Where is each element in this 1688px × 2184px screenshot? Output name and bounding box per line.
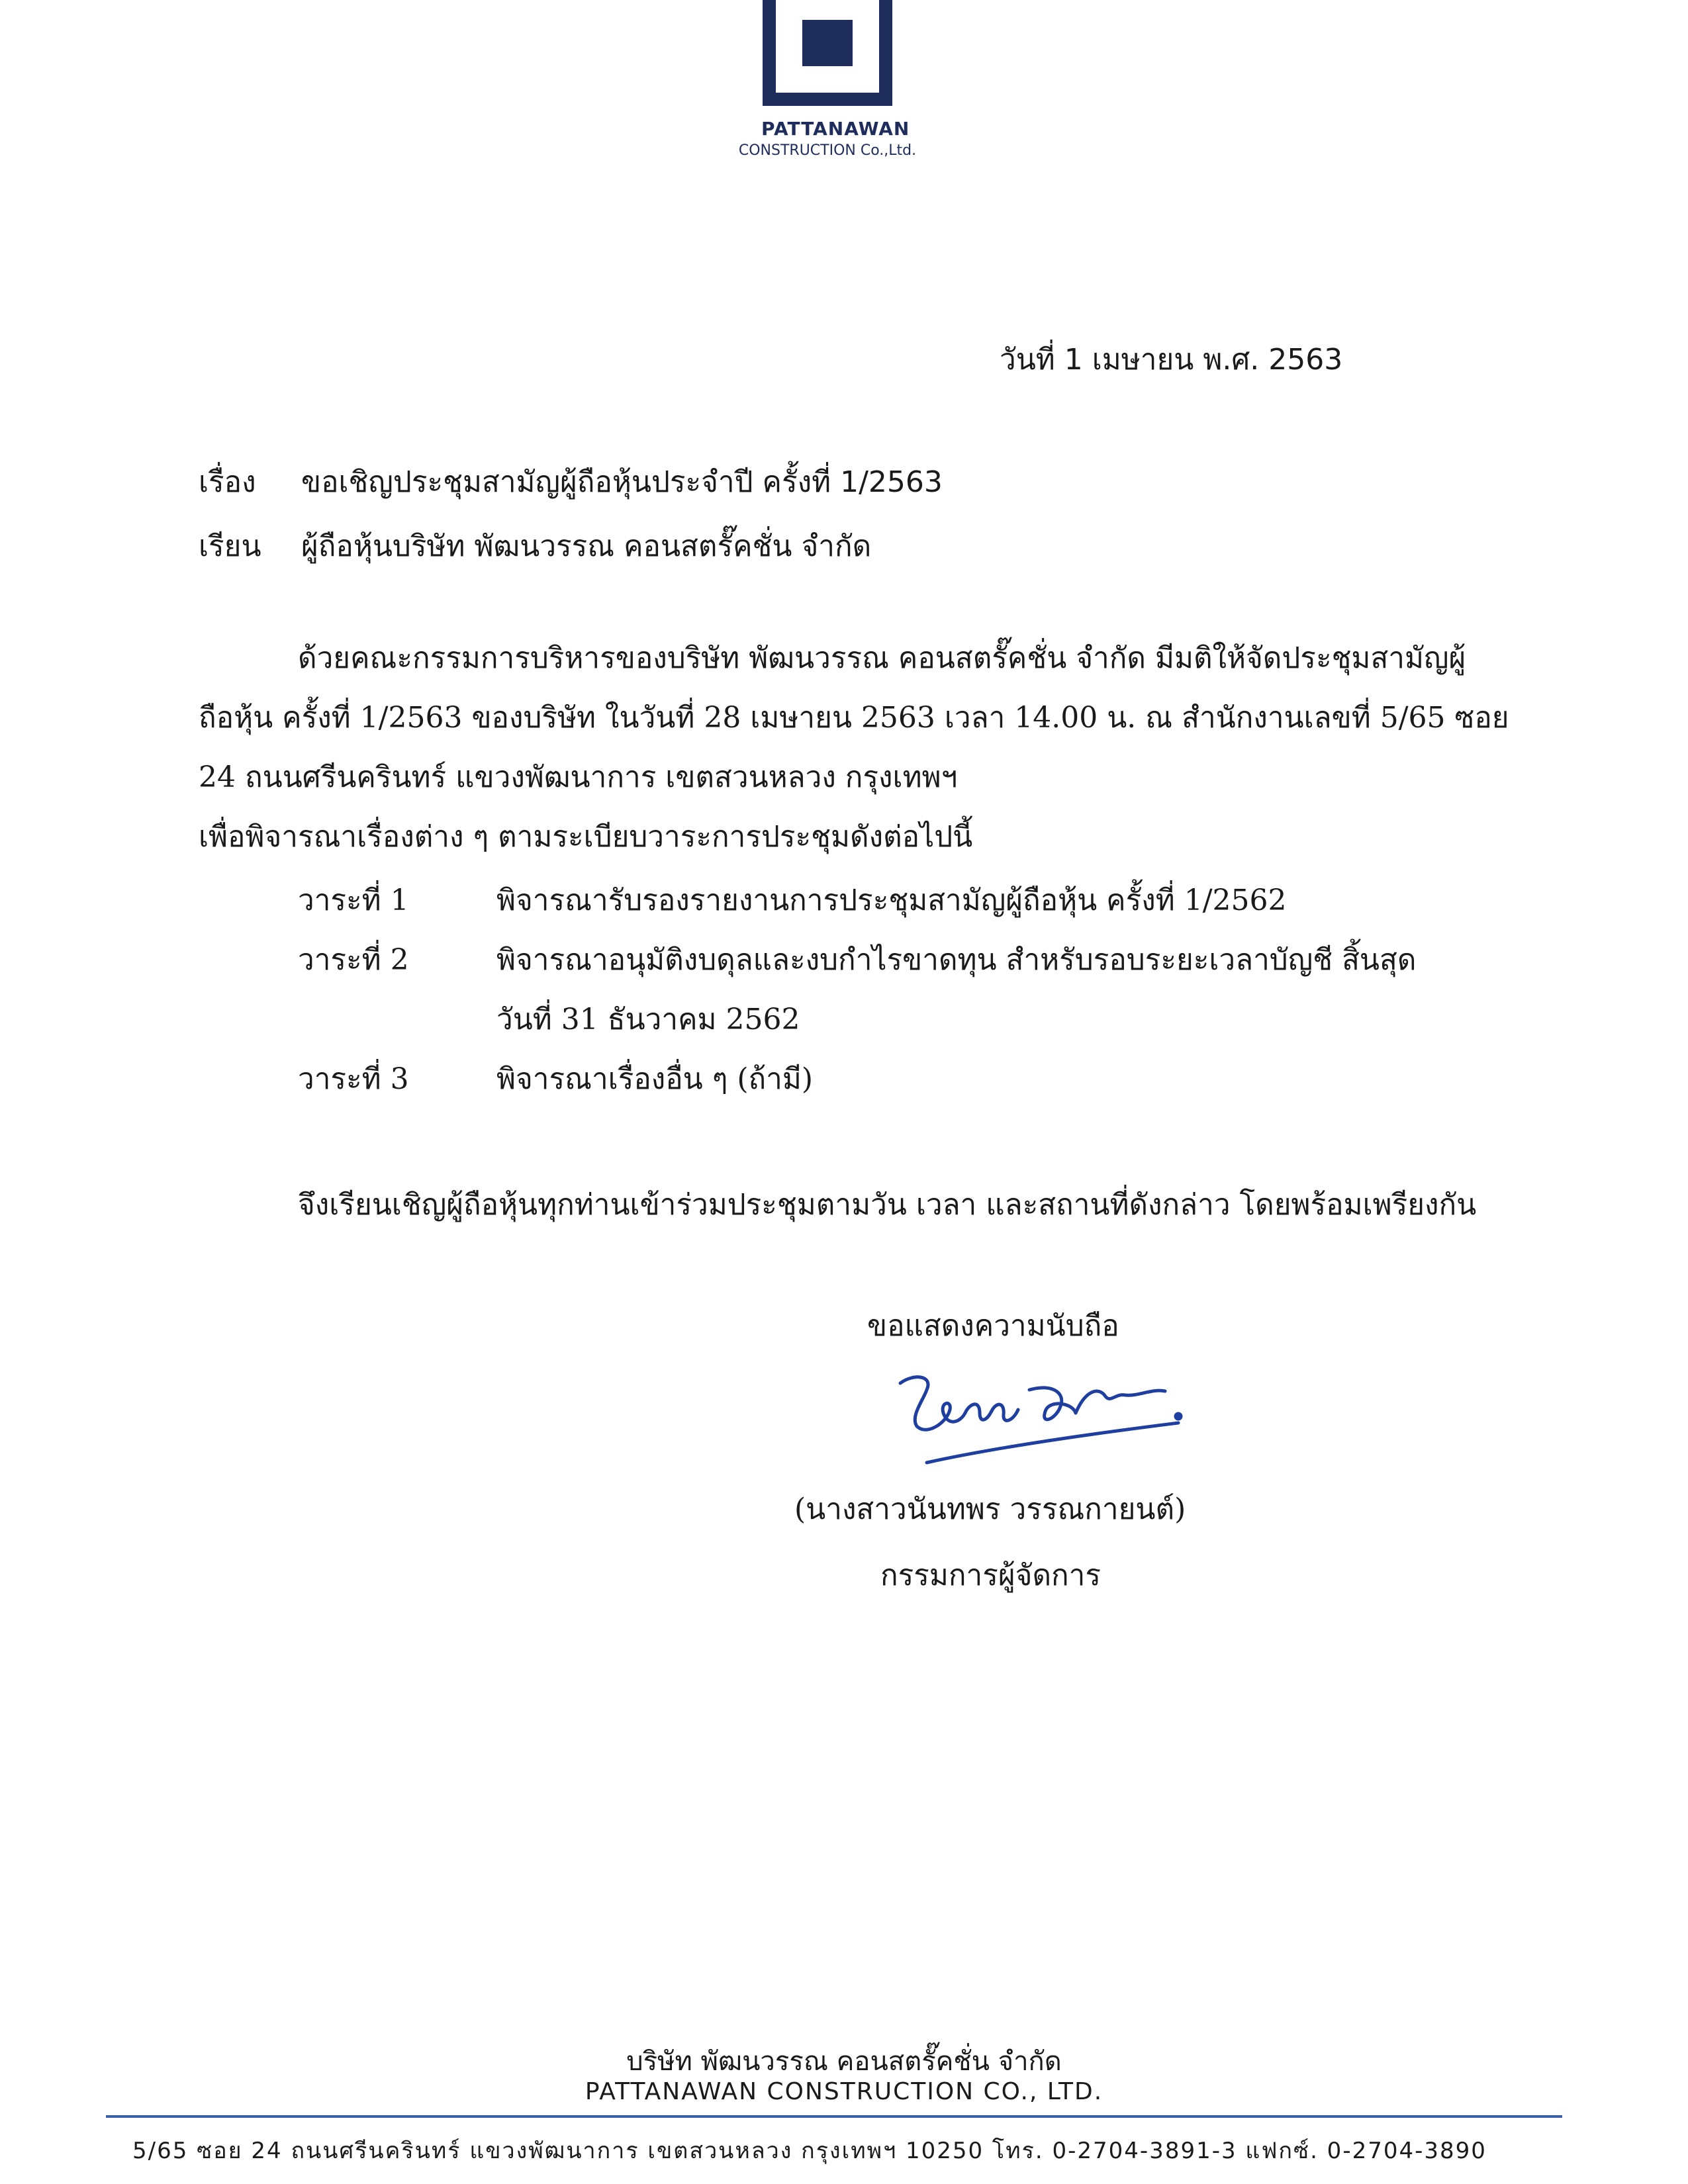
footer-divider	[106, 2115, 1562, 2118]
subject-text: ขอเชิญประชุมสามัญผู้ถือหุ้นประจำปี ครั้งที่ 1/2563	[301, 465, 943, 499]
body-line: ถือหุ้น ครั้งที่ 1/2563 ของบริษัท ในวันที่ 28 เมษายน 2563 เวลา 14.00 น. ณ สำนักงานเลขที่ 5/65 ซอย	[199, 701, 1509, 735]
body-line: ด้วยคณะกรรมการบริหารของบริษัท พัฒนวรรณ คอนสตรั๊คชั่น จำกัด มีมติให้จัดประชุมสามัญผู้	[298, 641, 1466, 675]
letter-date: วันที่ 1 เมษายน พ.ศ. 2563	[1000, 343, 1343, 377]
agenda-text: พิจารณาอนุมัติงบดุลและงบกำไรขาดทุน สำหรับรอบระยะเวลาบัญชี สิ้นสุด	[496, 943, 1417, 977]
agenda-text-continued: วันที่ 31 ธันวาคม 2562	[496, 1003, 800, 1036]
footer-company-thai: บริษัท พัฒนวรรณ คอนสตรั๊คชั่น จำกัด	[626, 2046, 1062, 2077]
body-line: 24 ถนนศรีนครินทร์ แขวงพัฒนาการ เขตสวนหลวง กรุงเทพฯ	[199, 760, 958, 794]
agenda-label: วาระที่ 1	[298, 884, 409, 917]
closing-sentence: จึงเรียนเชิญผู้ถือหุ้นทุกท่านเข้าร่วมประชุมตามวัน เวลา และสถานที่ดังกล่าว โดยพร้อมเพรียงกัน	[298, 1188, 1477, 1222]
agenda-label: วาระที่ 3	[298, 1062, 409, 1096]
agenda-label: วาระที่ 2	[298, 943, 409, 977]
body-line: เพื่อพิจารณาเรื่องต่าง ๆ ตามระเบียบวาระการประชุมดังต่อไปนี้	[199, 820, 973, 854]
logo-name: PATTANAWAN	[761, 118, 910, 140]
handwritten-signature	[887, 1363, 1198, 1476]
recipient-label: เรียน	[199, 529, 261, 563]
agenda-text: พิจารณารับรองรายงานการประชุมสามัญผู้ถือหุ้น ครั้งที่ 1/2562	[496, 884, 1287, 917]
subject-label: เรื่อง	[199, 465, 256, 499]
footer-address: 5/65 ซอย 24 ถนนศรีนครินทร์ แขวงพัฒนาการ เขตสวนหลวง กรุงเทพฯ 10250 โทร. 0-2704-3891-3 แฟกซ์. 0-2704-3890	[132, 2138, 1487, 2164]
signer-title: กรรมการผู้จัดการ	[880, 1559, 1102, 1592]
agenda-text: พิจารณาเรื่องอื่น ๆ (ถ้ามี)	[496, 1062, 814, 1096]
logo-subtitle: CONSTRUCTION Co.,Ltd.	[738, 142, 917, 159]
signer-name: (นางสาวนันทพร วรรณกายนต์)	[794, 1492, 1186, 1526]
company-logo	[761, 0, 894, 109]
regards-line: ขอแสดงความนับถือ	[867, 1309, 1119, 1343]
recipient-text: ผู้ถือหุ้นบริษัท พัฒนวรรณ คอนสตรั๊คชั่น จำกัด	[301, 529, 872, 563]
body-paragraph	[199, 629, 1509, 867]
footer-company-english: PATTANAWAN CONSTRUCTION CO., LTD.	[585, 2078, 1103, 2105]
